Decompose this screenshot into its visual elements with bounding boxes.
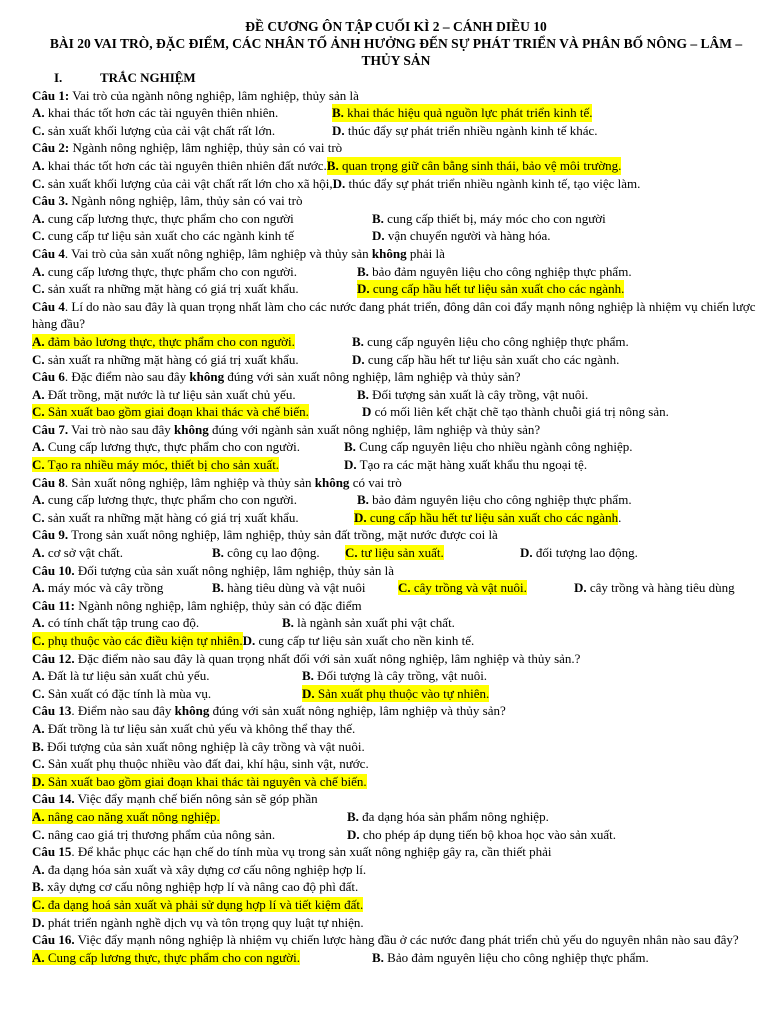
option-letter: C.: [32, 509, 45, 525]
text: Đặc điểm nào sau đây là quan trọng nhất đối với sản xuất nông nghiệp, lâm nghiệp và thủy sản.?: [74, 650, 581, 666]
text: Câu 15: [32, 844, 72, 860]
option-text: khai thác tốt hơn các tài nguyên thiên nhiên.: [44, 105, 279, 121]
option-text: xây dựng cơ cấu nông nghiệp hợp lí và nâng cao độ phì đất.: [43, 879, 359, 895]
option-letter: B.: [357, 263, 369, 279]
question-15-stem: [32, 843, 760, 861]
option-text: có mối liên kết chặt chẽ tạo thành chuỗi giá trị nông sản.: [371, 404, 669, 420]
option-letter: C.: [32, 457, 45, 473]
option-letter: D.: [32, 914, 45, 930]
option-text: Cung cấp nguyên liệu cho nhiều ngành công nghiệp.: [355, 439, 633, 455]
option-text: Đối tượng của sản xuất nông nghiệp là cây trồng và vật nuôi.: [43, 738, 365, 754]
option-c: [32, 227, 372, 245]
option-text: Sản xuất phụ thuộc nhiều vào đất đai, khí hậu, sinh vật, nước.: [44, 756, 369, 772]
option-text: đảm bảo lương thực, thực phẩm cho con người.: [44, 333, 295, 349]
question-8-options-cd: [32, 509, 760, 527]
option-letter: D.: [32, 773, 45, 789]
option-text: công cụ lao động.: [223, 545, 320, 561]
option-text: sản xuất khối lượng của cải vật chất rất lớn.: [44, 122, 276, 138]
option-letter: B.: [282, 615, 294, 631]
option-d: [243, 632, 475, 650]
option-d: [520, 544, 638, 562]
option-letter: A.: [32, 157, 45, 173]
option-b: [372, 210, 606, 228]
option-letter: A.: [32, 949, 45, 965]
option-letter: A.: [32, 210, 45, 226]
option-letter: D.: [357, 281, 370, 297]
option-letter: C.: [32, 896, 45, 912]
text: đúng với sản xuất nông nghiệp, lâm nghiệp và thủy sản?: [224, 369, 521, 385]
text: Câu 9.: [32, 527, 69, 543]
question-13-option-d-answer: [32, 773, 760, 791]
text: Câu 4: [32, 245, 65, 261]
text: Trong sản xuất nông nghiệp, lâm nghiệp, thủy sản đất trồng, mặt nước được coi là: [68, 527, 498, 543]
text: Câu 11:: [32, 597, 75, 613]
option-letter: B.: [326, 157, 339, 173]
option-text: đa dạng hóa sản phẩm nông nghiệp.: [358, 808, 549, 824]
option-text: cung cấp lương thực, thực phẩm cho con người.: [44, 492, 298, 508]
text: Câu 2:: [32, 140, 70, 156]
option-b-answer: [332, 104, 592, 122]
option-d-answer: [302, 685, 489, 703]
option-letter: D.: [242, 633, 256, 648]
option-letter: D.: [344, 457, 357, 473]
option-c: [32, 685, 302, 703]
question-2-options-cd: [32, 175, 760, 193]
question-4b-options-ab: [32, 333, 760, 351]
option-c-answer: [398, 579, 574, 597]
text: Ngành nông nghiệp, lâm nghiệp, thủy sản có đặc điểm: [74, 597, 362, 613]
option-a: [32, 544, 212, 562]
option-d: [362, 403, 669, 421]
text: Ngành nông nghiệp, lâm, thủy sản có vai trò: [68, 193, 303, 209]
option-letter: A.: [32, 720, 45, 736]
option-text: Sản xuất bao gồm giai đoạn khai thác tài nguyên và chế biến.: [44, 773, 367, 789]
option-letter: B.: [32, 738, 44, 754]
text: Câu 4: [32, 298, 65, 314]
option-letter: A.: [32, 615, 45, 631]
option-text: Tạo ra nhiều máy móc, thiết bị cho sản xuất.: [44, 457, 280, 473]
option-text: cung cấp tư liệu sản xuất cho nền kinh tế.: [255, 633, 475, 648]
option-text: sản xuất ra những mặt hàng có giá trị xuất khẩu.: [44, 281, 299, 297]
option-letter: D.: [352, 351, 365, 367]
question-15-option-a: [32, 861, 760, 879]
question-9-options: [32, 544, 760, 562]
option-text: cung cấp hầu hết tư liệu sản xuất cho các ngành: [366, 509, 619, 525]
option-letter: A.: [32, 668, 45, 684]
option-letter: A.: [32, 439, 45, 455]
option-letter: C.: [32, 281, 45, 297]
option-text: phát triển ngành nghề dịch vụ và tôn trọng quy luật tự nhiện.: [44, 914, 364, 930]
option-c: [32, 280, 357, 298]
option-text: tư liệu sản xuất.: [357, 545, 444, 561]
text: phải là: [406, 245, 445, 261]
option-text: thúc đẩy sự phát triển nhiều ngành kinh tế khác.: [344, 122, 598, 138]
option-c: [32, 509, 354, 527]
option-text: Sản xuất phụ thuộc vào tự nhiên.: [314, 685, 490, 701]
option-b: [302, 667, 487, 685]
text: . Lí do nào sau đây là quan trọng nhất làm cho các nước đang phát triển, đông dân coi đẩy mạnh nông nghiệp là nhiệm vụ chiến lược hàng đầu?: [32, 298, 756, 332]
option-a: [32, 438, 344, 456]
option-text: cây trồng và hàng tiêu dùng: [586, 580, 735, 596]
option-letter: B.: [357, 386, 369, 402]
question-6-options-cd: [32, 403, 760, 421]
option-letter: A.: [32, 263, 45, 279]
text: Việc đẩy mạnh chế biến nông sản sẽ góp phần: [74, 791, 318, 807]
option-d: [372, 227, 551, 245]
option-a: [32, 263, 357, 281]
option-text: đa dạng hóa sản xuất và xây dựng cơ cấu nông nghiệp hợp lí.: [44, 861, 367, 877]
option-b: [212, 544, 345, 562]
question-14-options-ab: [32, 808, 760, 826]
question-1-options-cd: [32, 122, 760, 140]
question-4b-stem: [32, 298, 760, 333]
question-11-options-cd: [32, 632, 760, 650]
option-letter: C.: [32, 122, 45, 138]
option-text: cung cấp hầu hết tư liệu sản xuất cho các ngành.: [364, 351, 620, 367]
option-text: nâng cao năng xuất nông nghiệp.: [44, 808, 220, 824]
option-b-answer: [327, 157, 622, 175]
option-text: hàng tiêu dùng và vật nuôi: [223, 580, 366, 596]
option-text: Đối tượng sản xuất là cây trồng, vật nuôi.: [368, 386, 589, 402]
question-14-options-cd: [32, 826, 760, 844]
option-text: Cung cấp lương thực, thực phẩm cho con người.: [44, 949, 300, 965]
question-13-option-c: [32, 755, 760, 773]
section-label: TRẮC NGHIỆM: [100, 70, 196, 85]
option-text: cung cấp nguyên liệu cho công nghiệp thực phẩm.: [363, 333, 629, 349]
question-4-stem: [32, 245, 760, 263]
text: . Để khắc phục các hạn chế do tính mùa vụ trong sản xuất nông nghiệp gây ra, cần thiết phải: [71, 844, 552, 860]
option-d-answer: [357, 280, 624, 298]
option-text: là ngành sản xuất phi vật chất.: [293, 615, 455, 631]
option-letter: C.: [32, 351, 45, 367]
option-letter: D.: [574, 580, 587, 596]
option-text: cung cấp lương thực, thực phẩm cho con người: [44, 210, 294, 226]
option-text: cung cấp lương thực, thực phẩm cho con người.: [44, 263, 298, 279]
question-4-options-ab: [32, 263, 760, 281]
text: không: [174, 703, 210, 719]
text: . Vai trò của sản xuất nông nghiệp, lâm nghiệp và thủy sản: [64, 245, 372, 261]
option-d-answer: D. cung cấp hầu hết tư liệu sản xuất cho các ngành.: [354, 509, 622, 525]
question-12-options-ab: [32, 667, 760, 685]
document-title: ĐỀ CƯƠNG ÔN TẬP CUỐI KÌ 2 – CÁNH DIỀU 10: [245, 19, 547, 34]
option-b: [347, 808, 549, 826]
option-text: cung cấp thiết bị, máy móc cho con người: [383, 210, 606, 226]
option-letter: D.: [520, 545, 533, 561]
option-letter: B.: [32, 879, 44, 895]
option-a: [32, 491, 357, 509]
option-letter: C.: [32, 404, 45, 420]
option-letter: C.: [345, 545, 358, 561]
text: không: [371, 245, 407, 261]
question-16-stem: [32, 931, 760, 949]
text: Việc đẩy mạnh nông nghiệp là nhiệm vụ chiến lược hàng đầu ở các nước đang phát triển chủ yếu do nguyên nhân nào sau đây?: [74, 932, 739, 948]
option-text: bảo đảm nguyên liệu cho công nghiệp thực phẩm.: [368, 263, 632, 279]
text: có vai trò: [349, 474, 402, 490]
option-c-answer: [345, 544, 520, 562]
option-b: [212, 579, 398, 597]
option-text: cung cấp tư liệu sản xuất cho các ngành kinh tế: [44, 228, 294, 244]
option-text: cây trồng và vật nuôi.: [410, 580, 527, 596]
option-letter: A.: [32, 492, 45, 508]
option-text: khai thác tốt hơn các tài nguyên thiên nhiên đất nước.: [44, 157, 327, 173]
option-a: [32, 104, 332, 122]
section-heading: [32, 69, 760, 87]
option-a: [32, 210, 372, 228]
text: Câu 7.: [32, 421, 69, 437]
option-text: Bảo đảm nguyên liệu cho công nghiệp thực phẩm.: [383, 949, 649, 965]
option-c: [32, 122, 332, 140]
option-letter: C.: [32, 228, 45, 244]
text: đúng với sản xuất nông nghiệp, lâm nghiệp và thủy sản?: [209, 703, 506, 719]
text: đúng với ngành sản xuất nông nghiệp, lâm nghiệp và thủy sản?: [208, 421, 541, 437]
option-a: [32, 579, 212, 597]
option-text: khai thác hiệu quả nguồn lực phát triển kinh tế.: [343, 105, 593, 121]
option-text: Sản xuất có đặc tính là mùa vụ.: [44, 685, 212, 701]
option-text: quan trọng giữ cân bằng sinh thái, bảo vệ môi trường.: [338, 157, 622, 173]
option-b: [352, 333, 629, 351]
text: . Điểm nào sau đây: [71, 703, 175, 719]
question-2-stem: [32, 139, 760, 157]
question-13-option-b: [32, 738, 760, 756]
question-6-options-ab: [32, 386, 760, 404]
question-8-stem: [32, 474, 760, 492]
option-letter: B.: [357, 492, 369, 508]
option-a-answer: [32, 333, 352, 351]
option-letter: B.: [372, 210, 384, 226]
option-letter: A.: [32, 808, 45, 824]
option-text: bảo đảm nguyên liệu cho công nghiệp thực phẩm.: [368, 492, 632, 508]
question-1-stem: [32, 87, 760, 105]
option-text: Cung cấp lương thực, thực phẩm cho con người.: [44, 439, 300, 455]
option-d: [344, 456, 587, 474]
option-text: sản xuất khối lượng của cải vật chất rất lớn cho xã hội,: [44, 175, 333, 191]
question-15-option-b: [32, 878, 760, 896]
option-letter: A.: [32, 861, 45, 877]
option-letter: C.: [32, 826, 45, 842]
option-c-answer: [32, 456, 344, 474]
option-c: [32, 351, 352, 369]
text: . Đặc điểm nào sau đây: [64, 369, 190, 385]
question-3-stem: [32, 192, 760, 210]
question-4-options-cd: [32, 280, 760, 298]
question-3-options-ab: [32, 210, 760, 228]
option-text: Đối tượng là cây trồng, vật nuôi.: [313, 668, 488, 684]
option-letter: A.: [32, 386, 45, 402]
option-letter: A.: [32, 333, 45, 349]
option-letter: D.: [372, 228, 385, 244]
option-text: có tính chất tập trung cao độ.: [44, 615, 200, 631]
option-letter: B.: [347, 808, 359, 824]
question-7-options-ab: [32, 438, 760, 456]
text: Câu 16.: [32, 932, 75, 948]
option-text: Đất trồng là tư liệu sản xuất chủ yếu và không thể thay thế.: [44, 720, 356, 736]
question-4b-options-cd: [32, 351, 760, 369]
option-d: [352, 351, 619, 369]
option-letter: C.: [32, 685, 45, 701]
question-3-options-cd: [32, 227, 760, 245]
option-text: vận chuyển người và hàng hóa.: [384, 228, 551, 244]
option-letter: D.: [332, 175, 346, 191]
option-b: [357, 263, 632, 281]
text: không: [174, 421, 209, 437]
option-c: [32, 826, 347, 844]
option-b: [357, 386, 588, 404]
option-b: [357, 491, 632, 509]
option-c: [32, 175, 333, 193]
option-letter: A.: [32, 545, 45, 561]
option-letter: B.: [302, 668, 314, 684]
text: không: [189, 369, 225, 385]
question-7-options-cd: [32, 456, 760, 474]
option-letter: A.: [32, 580, 45, 596]
option-c-answer: [32, 632, 243, 650]
section-number: I.: [54, 70, 63, 85]
option-text: cung cấp hầu hết tư liệu sản xuất cho các ngành.: [369, 281, 625, 297]
option-letter: D.: [332, 122, 345, 138]
question-15-option-c-answer: [32, 896, 760, 914]
question-11-stem: [32, 597, 760, 615]
question-11-options-ab: [32, 614, 760, 632]
text: Đối tượng của sản xuất nông nghiệp, lâm nghiệp, thủy sản là: [74, 562, 394, 578]
option-a: [32, 614, 282, 632]
option-d: [347, 826, 616, 844]
text: . Sản xuất nông nghiệp, lâm nghiệp và thủy sản: [64, 474, 315, 490]
question-13-option-a: [32, 720, 760, 738]
lesson-title: BÀI 20 VAI TRÒ, ĐẶC ĐIỂM, CÁC NHÂN TỐ ẢNH HƯỞNG ĐẾN SỰ PHÁT TRIỂN VÀ PHÂN BỐ NÔNG – LÂM – THỦY SẢN: [49, 36, 743, 68]
option-letter: A.: [32, 105, 45, 121]
option-text: đối tượng lao động.: [532, 545, 638, 561]
question-10-options: [32, 579, 760, 597]
option-d: [333, 175, 641, 193]
option-text: sản xuất ra những mặt hàng có giá trị xuất khẩu.: [44, 509, 299, 525]
option-b: [372, 949, 649, 967]
text: Câu 6: [32, 369, 65, 385]
option-letter: B.: [212, 580, 224, 596]
text: Câu 14.: [32, 791, 75, 807]
text: Vai trò nào sau đây: [68, 421, 175, 437]
option-b: [344, 438, 632, 456]
option-letter: C.: [32, 633, 45, 648]
option-text: cơ sở vật chất.: [44, 545, 124, 561]
text: Ngành nông nghiệp, lâm nghiệp, thủy sản có vai trò: [69, 140, 343, 156]
option-text: cho phép áp dụng tiến bộ khoa học vào sản xuất.: [359, 826, 616, 842]
text: không: [314, 474, 350, 490]
question-12-stem: [32, 650, 760, 668]
question-2-options-ab: [32, 157, 760, 175]
option-text: Đất trồng, mặt nước là tư liệu sản xuất chủ yếu.: [44, 386, 296, 402]
text: Câu 12.: [32, 650, 75, 666]
question-7-stem: [32, 421, 760, 439]
question-15-option-d: [32, 914, 760, 932]
option-letter: C.: [398, 580, 411, 596]
option-text: phụ thuộc vào các điều kiện tự nhiên.: [44, 633, 243, 648]
question-12-options-cd: [32, 685, 760, 703]
option-letter: D.: [347, 826, 360, 842]
option-a: [32, 386, 357, 404]
option-text: đa dạng hoá sản xuất và phải sử dụng hợp lí và tiết kiệm đất.: [44, 896, 364, 912]
option-letter: B.: [372, 949, 384, 965]
option-letter: D.: [302, 685, 315, 701]
option-text: thúc đẩy sự phát triển nhiều ngành kinh tế, tạo việc làm.: [345, 175, 641, 191]
question-label: Câu 1:: [32, 87, 70, 103]
question-9-stem: [32, 526, 760, 544]
option-text: sản xuất ra những mặt hàng có giá trị xuất khẩu.: [44, 351, 299, 367]
text: Câu 13: [32, 703, 72, 719]
text: Câu 10.: [32, 562, 75, 578]
question-14-stem: [32, 790, 760, 808]
question-10-stem: [32, 562, 760, 580]
option-b: [282, 614, 455, 632]
question-6-stem: [32, 368, 760, 386]
option-text: nâng cao giá trị thương phẩm của nông sản.: [44, 826, 276, 842]
option-letter: B.: [344, 439, 356, 455]
option-a-answer: [32, 808, 347, 826]
question-13-stem: [32, 702, 760, 720]
option-letter: D.: [354, 509, 367, 525]
text: Câu 3.: [32, 193, 69, 209]
option-d: [332, 122, 598, 140]
option-c-answer: [32, 403, 362, 421]
question-text: Vai trò của ngành nông nghiệp, lâm nghiệp, thủy sản là: [69, 87, 359, 103]
option-text: Đất là tư liệu sản xuất chủ yếu.: [44, 668, 210, 684]
option-d: [574, 579, 735, 597]
question-1-options-ab: [32, 104, 760, 122]
option-a: [32, 157, 327, 175]
option-text: máy móc và cây trồng: [44, 580, 164, 596]
option-a-answer: [32, 949, 372, 967]
text: Câu 8: [32, 474, 65, 490]
option-text: Sản xuất bao gồm giai đoạn khai thác và chế biến.: [44, 404, 309, 420]
option-letter: B.: [332, 105, 344, 121]
option-letter: B.: [212, 545, 224, 561]
option-letter: B.: [352, 333, 364, 349]
question-16-options-ab: [32, 949, 760, 967]
option-a: [32, 667, 302, 685]
option-text: Tạo ra các mặt hàng xuất khẩu thu ngoại tệ.: [356, 457, 588, 473]
option-letter: D: [362, 404, 372, 420]
option-letter: C.: [32, 175, 45, 191]
option-letter: C.: [32, 756, 45, 772]
question-8-options-ab: [32, 491, 760, 509]
